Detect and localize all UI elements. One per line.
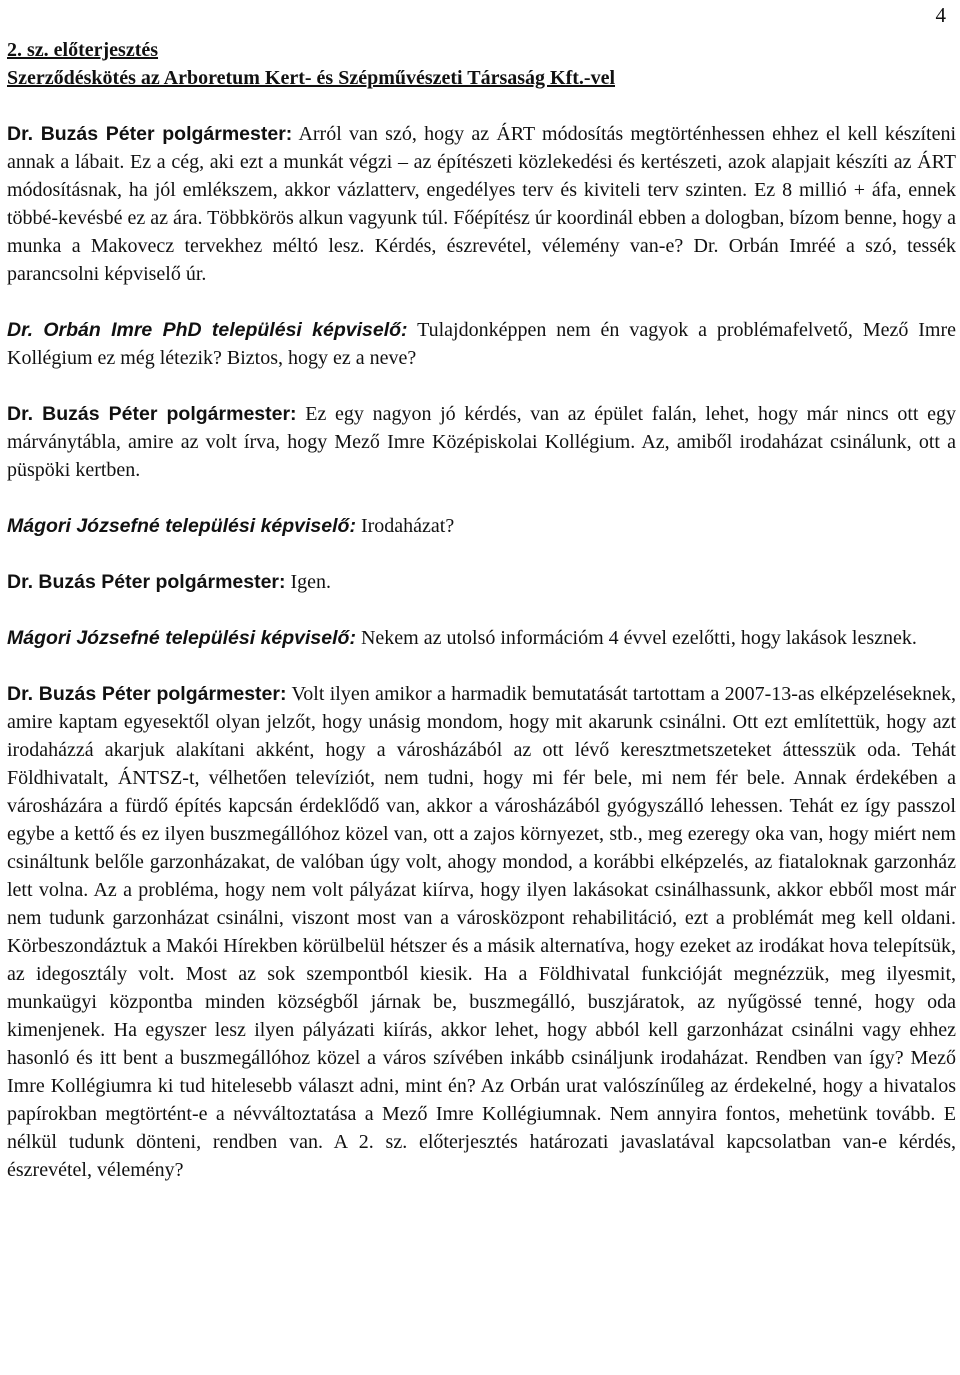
- agenda-item-number: 2. sz. előterjesztés: [7, 39, 159, 61]
- paragraph-6: [7, 624, 956, 652]
- speaker-name: Dr. Buzás Péter polgármester:: [7, 571, 286, 593]
- paragraph-3: [7, 400, 956, 484]
- agenda-heading: [7, 36, 956, 92]
- speech-text: Ez egy nagyon jó kérdés, van az épület falán, lehet, hogy már nincs ott egy márványtábla, amire az volt írva, hogy Mező Imre Középiskolai Kollégium. Az, amiből irodaházat csinálunk, ott a püspöki kertben.: [7, 403, 956, 481]
- paragraph-2: [7, 316, 956, 372]
- speaker-name: Mágori Józsefné települési képviselő:: [7, 515, 356, 537]
- document-body: [7, 36, 956, 1184]
- speech-text: Volt ilyen amikor a harmadik bemutatását tartottam a 2007-13-as elképzeléseknek, amire kaptam egyesektől olyan jelzőt, hogy unásig mondom, hogy mit akarunk csinálni. Ott ezt említettük, hogy azt irodaházzá akarjuk alakítani akként, hogy a városházából az ott lévő keresztmetszeteket áttesszük oda. Tehát Földhivatalt, ÁNTSZ-t, vélhetően televíziót, nem tudni, hogy mi fér bele, mi nem fér bele. Annak érdekében a városházára a fürdő építés kapcsán érdeklődő van, akkor a városházából gyógyszálló lehessen. Tehát ez így passzol egybe a kettő és ez ilyen buszmegállóhoz közel van, ott a zajos környezet, stb., meg ezeregy oka van, hogy miért nem csináltunk belőle garzonházakat, de valóban úgy volt, ahogy mondod, a korábbi elképzelés, az fiataloknak garzonház lett volna. Az a probléma, hogy nem volt pályázat kiírva, hogy ilyen lakásokat csinálhassunk, akkor ebből most már nem tudunk garzonházat csinálni, viszont most van a városközpont rehabilitáció, ezt a problémát meg kell oldani. Körbeszondáztuk a Makói Hírekben körülbelül hétszer és a másik alternatíva, hogy ezeket az irodákat hova telepítsük, az idegosztály volt. Most az sok szempontból kiesik. Ha a Földhivatal funkcióját megnézzük, meg ilyesmit, munkaügyi központba minden községből járnak be, buszmegálló, buszjáratok, az nyűgössé tenné, hogy oda kimenjenek. Ha egyszer lesz ilyen pályázati kiírás, akkor lehet, hogy abból kell garzonházat csinálni vagy ehhez hasonló és itt bent a buszmegállóhoz közel a város szívében inkább csináljunk irodaházat. Rendben van így? Mező Imre Kollégiumra ki tud hitelesebb választ adni, mint én? Az Orbán urat valószínűleg az érdekelné, hogy a hivatalos papírokban megtörtént-e a névváltoztatása a Mező Imre Kollégiumnak. Nem annyira fontos, mehetünk tovább. E nélkül tudunk dönteni, rendben van. A 2. sz. előterjesztés határozati javaslatával kapcsolatban van-e kérdés, észrevétel, vélemény?: [7, 683, 956, 1181]
- speech-text: Igen.: [285, 571, 332, 593]
- speaker-name: Dr. Buzás Péter polgármester:: [7, 123, 293, 145]
- paragraph-1: [7, 120, 956, 288]
- speech-text: Tulajdonképpen nem én vagyok a problémafelvető, Mező Imre Kollégium ez még létezik? Biztos, hogy ez a neve?: [7, 319, 957, 369]
- speech-text: Arról van szó, hogy az ÁRT módosítás megtörténhessen ehhez el kell készíteni annak a lábait. Ez a cég, aki ezt a munkát végzi – az építészeti közlekedési és kertészeti, azok alapjait készíti az ÁRT módosításnak, ha jól emlékszem, akkor vázlatterv, engedélyes terv és kiviteli terv szinten. Ez 8 millió + áfa, ennek többé-kevésbé ez az ára. Többkörös alkun vagyunk túl. Főépítész úr koordinál ebben a dologban, bízom benne, hogy a munka a Makovecz tervekhez méltó lesz. Kérdés, észrevétel, vélemény van-e? Dr. Orbán Imréé a szó, tessék parancsolni képviselő úr.: [7, 123, 956, 285]
- agenda-item-title: Szerződéskötés az Arboretum Kert- és Szépművészeti Társaság Kft.-vel: [7, 67, 616, 89]
- page-number: 4: [935, 3, 946, 27]
- speech-text: Irodaházat?: [355, 515, 455, 537]
- paragraph-5: [7, 568, 956, 596]
- speech-text: Nekem az utolsó információm 4 évvel ezelőtti, hogy lakások lesznek.: [355, 627, 917, 649]
- paragraph-7: [7, 680, 956, 1184]
- speaker-name: Mágori Józsefné települési képviselő:: [7, 627, 356, 649]
- speaker-name: Dr. Orbán Imre PhD települési képviselő:: [7, 319, 408, 341]
- speaker-name: Dr. Buzás Péter polgármester:: [7, 683, 287, 705]
- paragraph-4: [7, 512, 956, 540]
- speaker-name: Dr. Buzás Péter polgármester:: [7, 403, 297, 425]
